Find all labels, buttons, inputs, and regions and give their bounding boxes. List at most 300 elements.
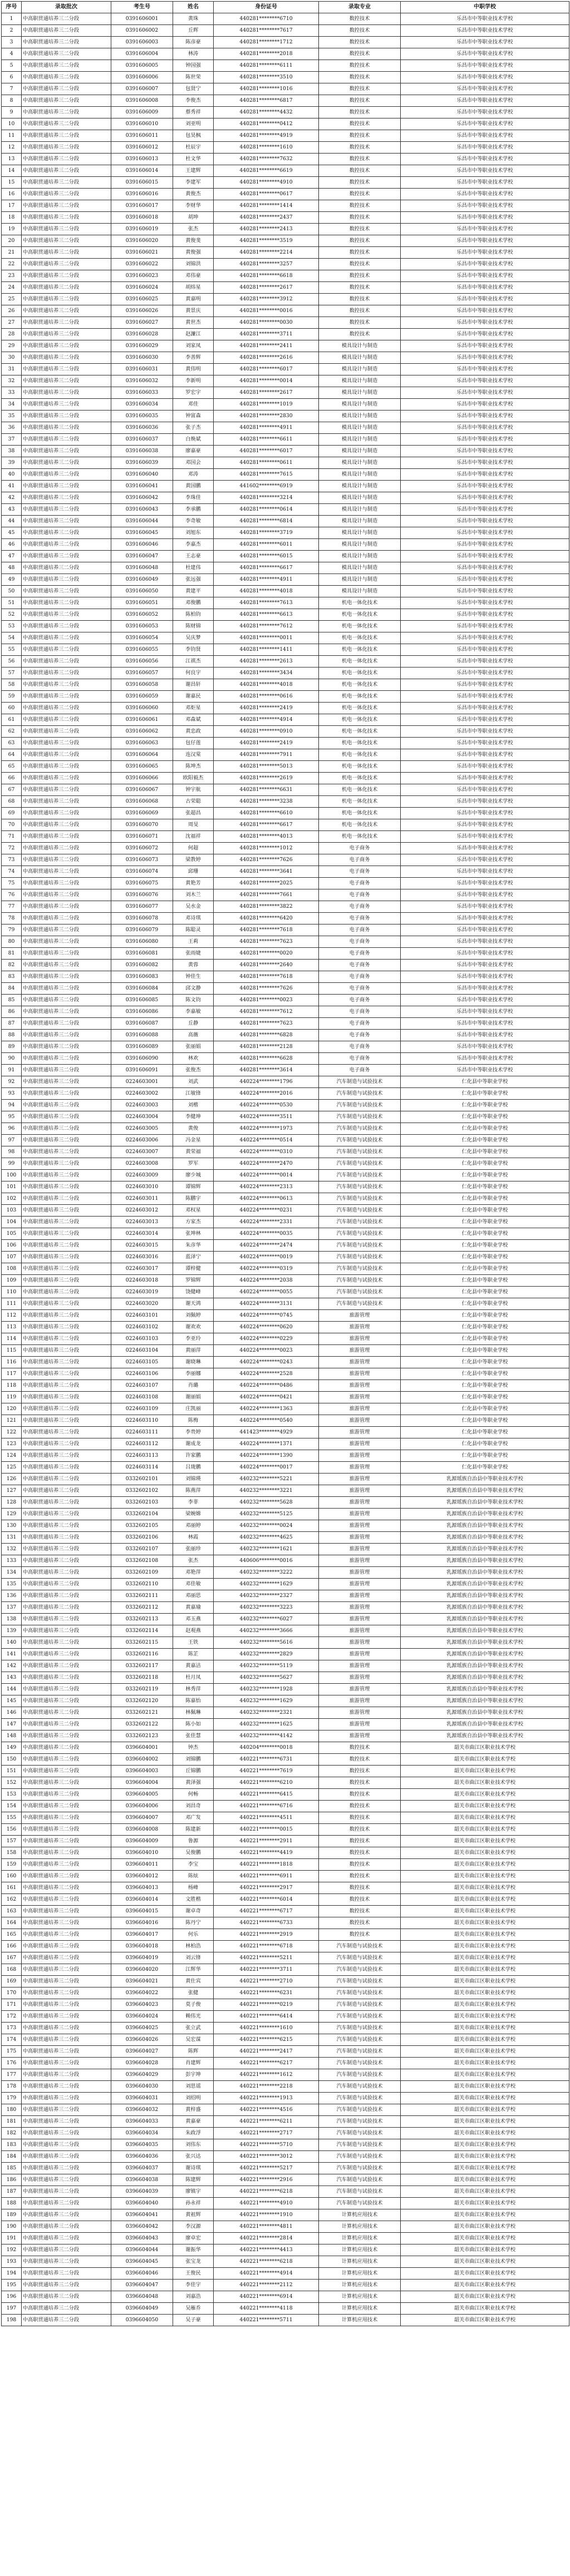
cell-school: 乳源瑶族自治县中等职业技术学校	[401, 1567, 569, 1579]
cell-exam-number: 0224603110	[111, 1415, 173, 1427]
cell-index: 101	[2, 1181, 22, 1193]
cell-batch: 中高职贯通培养三二分段	[22, 2034, 111, 2046]
cell-index: 4	[2, 48, 22, 60]
cell-batch: 中高职贯通培养三二分段	[22, 200, 111, 212]
cell-exam-number: 0391606088	[111, 1030, 173, 1041]
cell-id-number: 440232********5125	[214, 1509, 319, 1520]
cell-index: 83	[2, 971, 22, 983]
table-row	[2, 831, 569, 843]
table-row	[2, 866, 569, 878]
cell-id-number: 440281********7612	[214, 621, 319, 632]
cell-school: 乐昌市中等职业技术学校	[401, 703, 569, 714]
cell-name: 邓玉燕	[173, 1614, 214, 1625]
cell-school: 乐昌市中等职业技术学校	[401, 224, 569, 235]
cell-major: 机电一体化技术	[319, 773, 401, 784]
cell-name: 张佳慧	[173, 1730, 214, 1742]
cell-exam-number: 0391606069	[111, 808, 173, 819]
table-row	[2, 1509, 569, 1520]
cell-exam-number: 0396604018	[111, 1941, 173, 1952]
cell-exam-number: 0396604044	[111, 2244, 173, 2256]
cell-id-number: 440224********0023	[214, 1345, 319, 1357]
cell-exam-number: 0224603102	[111, 1322, 173, 1333]
cell-name: 吴俊鹏	[173, 1847, 214, 1859]
table-row	[2, 913, 569, 924]
cell-id-number: 440281********6613	[214, 609, 319, 621]
cell-exam-number: 0396604026	[111, 2034, 173, 2046]
table-row	[2, 189, 569, 200]
table-row	[2, 924, 569, 936]
header-name: 姓名	[173, 2, 214, 13]
cell-exam-number: 0391606046	[111, 539, 173, 551]
cell-index: 5	[2, 60, 22, 72]
cell-major: 数控技术	[319, 1754, 401, 1766]
cell-name: 刘绍明	[173, 2093, 214, 2104]
cell-index: 40	[2, 469, 22, 481]
cell-name: 黄国鹏	[173, 481, 214, 492]
cell-major: 数控技术	[319, 107, 401, 118]
cell-major: 汽车制造与试验技术	[319, 1181, 401, 1193]
cell-school: 乐昌市中等职业技术学校	[401, 200, 569, 212]
cell-school: 乐昌市中等职业技术学校	[401, 177, 569, 189]
cell-school: 仁化县中等职业学校	[401, 1205, 569, 1217]
cell-exam-number: 0391606034	[111, 399, 173, 411]
cell-school: 仁化县中等职业学校	[401, 1252, 569, 1263]
cell-exam-number: 0391606091	[111, 1065, 173, 1076]
table-row	[2, 317, 569, 329]
cell-school: 乐昌市中等职业技术学校	[401, 808, 569, 819]
cell-major: 数控技术	[319, 1812, 401, 1824]
table-row	[2, 1298, 569, 1310]
cell-id-number: 440224********0421	[214, 1392, 319, 1403]
cell-batch: 中高职贯通培养三二分段	[22, 25, 111, 37]
cell-index: 147	[2, 1719, 22, 1730]
cell-school: 乐昌市中等职业技术学校	[401, 60, 569, 72]
cell-exam-number: 0332602109	[111, 1567, 173, 1579]
cell-exam-number: 0391606001	[111, 13, 173, 25]
cell-exam-number: 0391606011	[111, 130, 173, 142]
table-row	[2, 107, 569, 118]
cell-major: 汽车制造与试验技术	[319, 1952, 401, 1964]
cell-id-number: 440221********2710	[214, 1976, 319, 1987]
cell-major: 旅游管理	[319, 1695, 401, 1707]
cell-index: 173	[2, 2023, 22, 2034]
cell-index: 150	[2, 1754, 22, 1766]
cell-school: 乐昌市中等职业技术学校	[401, 294, 569, 305]
cell-id-number: 440281********2214	[214, 247, 319, 259]
cell-id-number: 440281********3238	[214, 796, 319, 808]
cell-school: 乳源瑶族自治县中等职业技术学校	[401, 1509, 569, 1520]
cell-major: 数控技术	[319, 154, 401, 165]
cell-index: 13	[2, 154, 22, 165]
cell-school: 乐昌市中等职业技术学校	[401, 866, 569, 878]
cell-school: 乐昌市中等职业技术学校	[401, 247, 569, 259]
cell-school: 韶关市曲江区职业技术学校	[401, 2151, 569, 2163]
cell-batch: 中高职贯通培养三二分段	[22, 632, 111, 644]
cell-major: 旅游管理	[319, 1730, 401, 1742]
cell-major: 旅游管理	[319, 1602, 401, 1614]
cell-name: 刘锦洪	[173, 259, 214, 270]
cell-batch: 中高职贯通培养三二分段	[22, 761, 111, 773]
cell-exam-number: 0332602102	[111, 1485, 173, 1497]
cell-index: 12	[2, 142, 22, 154]
cell-index: 52	[2, 609, 22, 621]
cell-batch: 中高职贯通培养三二分段	[22, 142, 111, 154]
cell-exam-number: 0391606026	[111, 305, 173, 317]
cell-batch: 中高职贯通培养三二分段	[22, 1333, 111, 1345]
cell-school: 仁化县中等职业学校	[401, 1322, 569, 1333]
table-row	[2, 1882, 569, 1894]
cell-school: 乐昌市中等职业技术学校	[401, 574, 569, 586]
cell-major: 模具设计与制造	[319, 562, 401, 574]
cell-id-number: 440281********6617	[214, 819, 319, 831]
cell-batch: 中高职贯通培养三二分段	[22, 1836, 111, 1847]
cell-exam-number: 0391606048	[111, 562, 173, 574]
table-row	[2, 738, 569, 749]
cell-major: 电子商务	[319, 983, 401, 995]
cell-school: 韶关市曲江区职业技术学校	[401, 1894, 569, 1906]
cell-school: 乐昌市中等职业技术学校	[401, 492, 569, 504]
cell-name: 罗锦辉	[173, 1275, 214, 1287]
table-row	[2, 2104, 569, 2116]
cell-major: 汽车制造与试验技术	[319, 2139, 401, 2151]
cell-school: 乐昌市中等职业技术学校	[401, 270, 569, 282]
cell-major: 汽车制造与试验技术	[319, 1976, 401, 1987]
cell-major: 模具设计与制造	[319, 364, 401, 375]
header-index: 序号	[2, 2, 22, 13]
cell-school: 仁化县中等职业学校	[401, 1217, 569, 1228]
cell-name: 谢晓琳	[173, 1357, 214, 1368]
cell-index: 17	[2, 200, 22, 212]
cell-major: 计算机应用技术	[319, 2256, 401, 2268]
cell-major: 旅游管理	[319, 1637, 401, 1649]
cell-id-number: 440281********6611	[214, 434, 319, 446]
cell-exam-number: 0224603019	[111, 1287, 173, 1298]
cell-batch: 中高职贯通培养三二分段	[22, 913, 111, 924]
cell-id-number: 440281********6420	[214, 913, 319, 924]
table-row	[2, 1801, 569, 1812]
cell-major: 数控技术	[319, 165, 401, 177]
table-row	[2, 2244, 569, 2256]
table-row	[2, 632, 569, 644]
cell-batch: 中高职贯通培养三二分段	[22, 2315, 111, 2326]
cell-major: 汽车制造与试验技术	[319, 1205, 401, 1217]
cell-exam-number: 0396604006	[111, 1801, 173, 1812]
cell-name: 连汉棠	[173, 749, 214, 761]
cell-batch: 中高职贯通培养三二分段	[22, 446, 111, 457]
cell-exam-number: 0396604043	[111, 2233, 173, 2244]
cell-index: 81	[2, 948, 22, 960]
cell-batch: 中高职贯通培养三二分段	[22, 609, 111, 621]
cell-id-number: 440232********4625	[214, 1532, 319, 1544]
cell-index: 159	[2, 1859, 22, 1871]
cell-school: 韶关市曲江区职业技术学校	[401, 2291, 569, 2303]
cell-index: 28	[2, 329, 22, 340]
cell-name: 谢嘉民	[173, 691, 214, 703]
cell-index: 60	[2, 703, 22, 714]
cell-index: 61	[2, 714, 22, 726]
table-row	[2, 352, 569, 364]
cell-exam-number: 0391606073	[111, 854, 173, 866]
cell-exam-number: 0332602112	[111, 1602, 173, 1614]
table-row	[2, 1684, 569, 1695]
table-row	[2, 574, 569, 586]
table-row	[2, 1976, 569, 1987]
table-row	[2, 1170, 569, 1181]
cell-index: 188	[2, 2198, 22, 2209]
cell-major: 旅游管理	[319, 1427, 401, 1438]
cell-batch: 中高职贯通培养三二分段	[22, 2116, 111, 2128]
cell-name: 包贤宁	[173, 83, 214, 95]
cell-exam-number: 0391606024	[111, 282, 173, 294]
cell-batch: 中高职贯通培养三二分段	[22, 738, 111, 749]
cell-major: 计算机应用技术	[319, 2303, 401, 2315]
cell-school: 乐昌市中等职业技术学校	[401, 25, 569, 37]
cell-id-number: 440281********7617	[214, 25, 319, 37]
table-row	[2, 1450, 569, 1462]
table-row	[2, 1287, 569, 1298]
cell-name: 邓森斌	[173, 714, 214, 726]
cell-index: 157	[2, 1836, 22, 1847]
cell-school: 乐昌市中等职业技术学校	[401, 644, 569, 656]
cell-exam-number: 0391606055	[111, 644, 173, 656]
cell-school: 韶关市曲江区职业技术学校	[401, 2280, 569, 2291]
cell-school: 乐昌市中等职业技术学校	[401, 691, 569, 703]
cell-major: 汽车制造与试验技术	[319, 1999, 401, 2011]
cell-school: 乐昌市中等职业技术学校	[401, 352, 569, 364]
cell-id-number: 440281********0910	[214, 726, 319, 738]
cell-id-number: 440281********6631	[214, 784, 319, 796]
cell-index: 117	[2, 1368, 22, 1380]
cell-batch: 中高职贯通培养三二分段	[22, 1754, 111, 1766]
cell-exam-number: 0396604005	[111, 1789, 173, 1801]
cell-id-number: 440281********3519	[214, 235, 319, 247]
cell-index: 156	[2, 1824, 22, 1836]
table-row	[2, 2046, 569, 2058]
cell-school: 仁化县中等职业学校	[401, 1380, 569, 1392]
cell-batch: 中高职贯通培养三二分段	[22, 995, 111, 1006]
cell-id-number: 440224********0540	[214, 1415, 319, 1427]
cell-major: 汽车制造与试验技术	[319, 1240, 401, 1252]
cell-exam-number: 0396604003	[111, 1766, 173, 1777]
cell-name: 黄嘉豪	[173, 2116, 214, 2128]
cell-batch: 中高职贯通培养三二分段	[22, 72, 111, 83]
cell-major: 模具设计与制造	[319, 387, 401, 399]
cell-index: 73	[2, 854, 22, 866]
cell-exam-number: 0396604032	[111, 2104, 173, 2116]
cell-exam-number: 0224603020	[111, 1298, 173, 1310]
cell-index: 123	[2, 1438, 22, 1450]
table-row	[2, 1041, 569, 1053]
cell-batch: 中高职贯通培养三二分段	[22, 527, 111, 539]
cell-index: 132	[2, 1544, 22, 1555]
table-row	[2, 2081, 569, 2093]
cell-name: 黄梓盛	[173, 2104, 214, 2116]
cell-exam-number: 0391606072	[111, 843, 173, 854]
table-row	[2, 235, 569, 247]
table-row	[2, 37, 569, 48]
cell-school: 乐昌市中等职业技术学校	[401, 154, 569, 165]
table-row	[2, 1660, 569, 1672]
cell-batch: 中高职贯通培养三二分段	[22, 1030, 111, 1041]
cell-major: 数控技术	[319, 1906, 401, 1917]
cell-batch: 中高职贯通培养三二分段	[22, 2069, 111, 2081]
cell-name: 邱珊	[173, 866, 214, 878]
cell-major: 汽车制造与试验技术	[319, 2186, 401, 2198]
cell-major: 旅游管理	[319, 1672, 401, 1684]
cell-exam-number: 0224603101	[111, 1310, 173, 1322]
cell-name: 刘锦瑛	[173, 1474, 214, 1485]
cell-major: 电子商务	[319, 1030, 401, 1041]
cell-id-number: 440281********3257	[214, 259, 319, 270]
cell-major: 汽车制造与试验技术	[319, 1287, 401, 1298]
cell-name: 张杰	[173, 224, 214, 235]
cell-batch: 中高职贯通培养三二分段	[22, 516, 111, 527]
cell-name: 陈彦豪	[173, 37, 214, 48]
cell-exam-number: 0224603111	[111, 1427, 173, 1438]
cell-index: 140	[2, 1637, 22, 1649]
cell-school: 韶关市曲江区职业技术学校	[401, 2198, 569, 2209]
cell-index: 80	[2, 936, 22, 948]
cell-id-number: 440281********5013	[214, 761, 319, 773]
cell-index: 95	[2, 1111, 22, 1123]
table-row	[2, 1602, 569, 1614]
table-row	[2, 1777, 569, 1789]
cell-id-number: 440221********6911	[214, 1871, 319, 1882]
cell-index: 186	[2, 2174, 22, 2186]
cell-exam-number: 0391606059	[111, 691, 173, 703]
cell-batch: 中高职贯通培养三二分段	[22, 1929, 111, 1941]
cell-batch: 中高职贯通培养三二分段	[22, 1135, 111, 1146]
cell-index: 135	[2, 1579, 22, 1590]
cell-name: 王建辉	[173, 165, 214, 177]
cell-name: 谢丽娟	[173, 1392, 214, 1403]
cell-name: 陈丹宁	[173, 1917, 214, 1929]
cell-index: 78	[2, 913, 22, 924]
cell-index: 137	[2, 1602, 22, 1614]
cell-index: 11	[2, 130, 22, 142]
cell-id-number: 440606********0016	[214, 1555, 319, 1567]
cell-name: 陈小如	[173, 1719, 214, 1730]
cell-exam-number: 0396604029	[111, 2069, 173, 2081]
cell-exam-number: 0396604048	[111, 2291, 173, 2303]
cell-name: 方家杰	[173, 1217, 214, 1228]
cell-school: 乐昌市中等职业技术学校	[401, 259, 569, 270]
cell-major: 机电一体化技术	[319, 656, 401, 668]
cell-id-number: 440221********4516	[214, 2104, 319, 2116]
cell-major: 数控技术	[319, 1742, 401, 1754]
cell-name: 林柏浩	[173, 1941, 214, 1952]
cell-school: 乐昌市中等职业技术学校	[401, 749, 569, 761]
cell-major: 汽车制造与试验技术	[319, 1987, 401, 1999]
cell-major: 汽车制造与试验技术	[319, 2104, 401, 2116]
cell-major: 旅游管理	[319, 1590, 401, 1602]
cell-batch: 中高职贯通培养三二分段	[22, 1181, 111, 1193]
cell-major: 机电一体化技术	[319, 738, 401, 749]
table-row	[2, 1427, 569, 1438]
cell-batch: 中高职贯通培养三二分段	[22, 2128, 111, 2139]
cell-batch: 中高职贯通培养三二分段	[22, 796, 111, 808]
cell-batch: 中高职贯通培养三二分段	[22, 270, 111, 282]
cell-index: 25	[2, 294, 22, 305]
cell-major: 模具设计与制造	[319, 516, 401, 527]
cell-batch: 中高职贯通培养三二分段	[22, 1310, 111, 1322]
cell-exam-number: 0224603112	[111, 1438, 173, 1450]
cell-school: 韶关市曲江区职业技术学校	[401, 1801, 569, 1812]
cell-index: 63	[2, 738, 22, 749]
cell-id-number: 440281********4914	[214, 714, 319, 726]
table-row	[2, 1555, 569, 1567]
cell-id-number: 440281********1712	[214, 37, 319, 48]
cell-index: 32	[2, 375, 22, 387]
cell-exam-number: 0391606087	[111, 1018, 173, 1030]
cell-school: 乐昌市中等职业技术学校	[401, 632, 569, 644]
cell-major: 计算机应用技术	[319, 2209, 401, 2221]
cell-major: 汽车制造与试验技术	[319, 1228, 401, 1240]
table-row	[2, 481, 569, 492]
cell-batch: 中高职贯通培养三二分段	[22, 375, 111, 387]
cell-id-number: 440281********6828	[214, 1030, 319, 1041]
table-row	[2, 1100, 569, 1111]
cell-batch: 中高职贯通培养三二分段	[22, 259, 111, 270]
cell-major: 机电一体化技术	[319, 621, 401, 632]
table-row	[2, 714, 569, 726]
cell-index: 1	[2, 13, 22, 25]
table-row	[2, 399, 569, 411]
cell-id-number: 440224********1363	[214, 1403, 319, 1415]
cell-batch: 中高职贯通培养三二分段	[22, 60, 111, 72]
cell-index: 93	[2, 1088, 22, 1100]
cell-school: 乐昌市中等职业技术学校	[401, 924, 569, 936]
cell-batch: 中高职贯通培养三二分段	[22, 971, 111, 983]
cell-name: 黄珠	[173, 13, 214, 25]
table-row	[2, 971, 569, 983]
cell-major: 旅游管理	[319, 1474, 401, 1485]
cell-id-number: 440281********2419	[214, 738, 319, 749]
cell-id-number: 440281********2640	[214, 960, 319, 971]
cell-id-number: 440221********5710	[214, 2139, 319, 2151]
cell-id-number: 440224********3511	[214, 1111, 319, 1123]
cell-major: 模具设计与制造	[319, 340, 401, 352]
cell-batch: 中高职贯通培养三二分段	[22, 387, 111, 399]
cell-major: 汽车制造与试验技术	[319, 1100, 401, 1111]
cell-batch: 中高职贯通培养三二分段	[22, 2244, 111, 2256]
cell-major: 模具设计与制造	[319, 586, 401, 597]
cell-major: 旅游管理	[319, 1438, 401, 1450]
cell-school: 韶关市曲江区职业技术学校	[401, 2174, 569, 2186]
cell-exam-number: 0396604013	[111, 1882, 173, 1894]
cell-major: 数控技术	[319, 1871, 401, 1882]
cell-index: 24	[2, 282, 22, 294]
cell-major: 数控技术	[319, 282, 401, 294]
cell-school: 乳源瑶族自治县中等职业技术学校	[401, 1649, 569, 1660]
cell-school: 乐昌市中等职业技术学校	[401, 317, 569, 329]
cell-school: 乐昌市中等职业技术学校	[401, 516, 569, 527]
cell-major: 汽车制造与试验技术	[319, 2116, 401, 2128]
cell-name: 刘木兰	[173, 889, 214, 901]
cell-school: 乐昌市中等职业技术学校	[401, 72, 569, 83]
table-row	[2, 434, 569, 446]
cell-name: 邱文静	[173, 983, 214, 995]
cell-major: 模具设计与制造	[319, 492, 401, 504]
cell-id-number: 440281********4911	[214, 574, 319, 586]
table-row	[2, 2163, 569, 2174]
cell-index: 187	[2, 2186, 22, 2198]
cell-school: 乐昌市中等职业技术学校	[401, 854, 569, 866]
cell-exam-number: 0332602122	[111, 1719, 173, 1730]
cell-major: 电子商务	[319, 924, 401, 936]
table-row	[2, 1871, 569, 1882]
cell-batch: 中高职贯通培养三二分段	[22, 726, 111, 738]
